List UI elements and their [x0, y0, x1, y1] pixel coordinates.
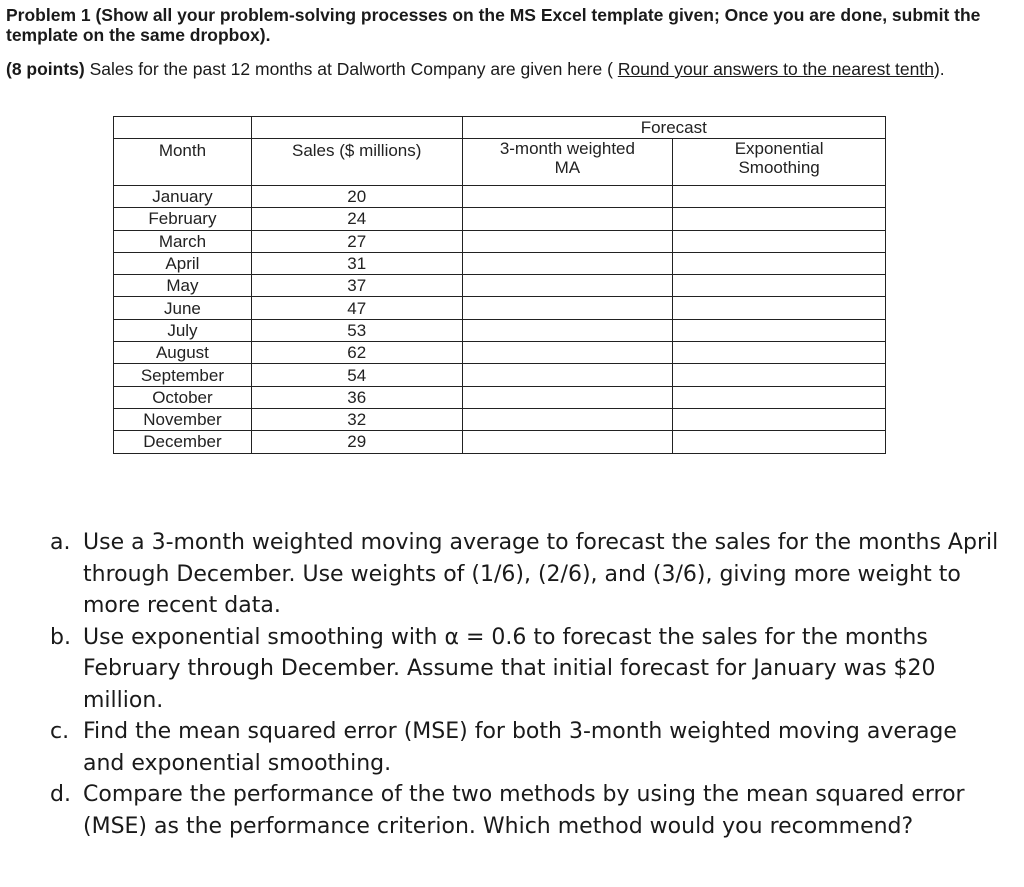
sales-cell: 37	[251, 275, 462, 297]
month-cell: September	[114, 364, 252, 386]
blank-header-cell	[251, 117, 462, 139]
month-cell: November	[114, 408, 252, 430]
question-list	[50, 527, 1000, 842]
wma-forecast-cell	[462, 230, 673, 252]
month-cell: December	[114, 431, 252, 453]
question-text: Use exponential smoothing with α = 0.6 to forecast the sales for the months February through December. Assume that initial forecast for January was $20 million.	[83, 624, 936, 713]
question-text: Compare the performance of the two methods by using the mean squared error (MSE) as the performance criterion. Which method would you recommend?	[83, 782, 965, 839]
statement-text: Sales for the past 12 months at Dalworth Company are given here (	[84, 59, 618, 79]
exp-forecast-cell	[673, 208, 886, 230]
wma-header-line1: 3-month weighted	[499, 139, 635, 158]
month-column-header: Month	[114, 139, 252, 186]
wma-forecast-cell	[462, 208, 673, 230]
table-row	[114, 386, 886, 408]
question-item	[50, 716, 1000, 779]
table-row	[114, 252, 886, 274]
month-cell: August	[114, 342, 252, 364]
month-cell: March	[114, 230, 252, 252]
wma-forecast-cell	[462, 342, 673, 364]
exp-header-line2: Smoothing	[738, 158, 820, 177]
question-text: Find the mean squared error (MSE) for both 3-month weighted moving average and exponential smoothing.	[83, 719, 957, 776]
table-row	[114, 186, 886, 208]
question-letter: d.	[50, 782, 71, 807]
sales-cell: 62	[251, 342, 462, 364]
sales-cell: 54	[251, 364, 462, 386]
points-label: (8 points)	[6, 59, 85, 79]
table-row	[114, 275, 886, 297]
sales-cell: 36	[251, 386, 462, 408]
month-cell: October	[114, 386, 252, 408]
exp-forecast-cell	[673, 297, 886, 319]
exp-forecast-cell	[673, 408, 886, 430]
exp-forecast-cell	[673, 275, 886, 297]
table-row	[114, 342, 886, 364]
exp-forecast-cell	[673, 186, 886, 208]
exp-header-line1: Exponential	[734, 139, 824, 158]
wma-forecast-cell	[462, 275, 673, 297]
table-row	[114, 408, 886, 430]
wma-forecast-cell	[462, 319, 673, 341]
wma-forecast-cell	[462, 386, 673, 408]
table-row	[114, 297, 886, 319]
wma-forecast-cell	[462, 364, 673, 386]
question-letter: a.	[50, 530, 71, 555]
sales-cell: 27	[251, 230, 462, 252]
exp-forecast-cell	[673, 230, 886, 252]
exp-forecast-cell	[673, 252, 886, 274]
sales-table	[113, 116, 886, 454]
wma-forecast-cell	[462, 408, 673, 430]
problem-heading: Problem 1 (Show all your problem-solving processes on the MS Excel template given; Once you are done, submit the template on the same dropbox).	[6, 5, 981, 45]
question-letter: b.	[50, 624, 71, 650]
table-row	[114, 431, 886, 453]
month-cell: January	[114, 186, 252, 208]
month-cell: May	[114, 275, 252, 297]
month-cell: July	[114, 319, 252, 341]
table-row	[114, 319, 886, 341]
question-item	[50, 622, 1000, 717]
exp-forecast-cell	[673, 431, 886, 453]
exp-forecast-cell	[673, 342, 886, 364]
blank-header-cell	[114, 117, 252, 139]
wma-header-line2: MA	[554, 158, 581, 177]
month-cell: April	[114, 252, 252, 274]
sales-column-header: Sales ($ millions)	[251, 139, 462, 186]
rounding-note: Round your answers to the nearest tenth	[617, 59, 934, 79]
wma-column-header	[462, 139, 673, 186]
wma-forecast-cell	[462, 186, 673, 208]
wma-forecast-cell	[462, 252, 673, 274]
month-cell: June	[114, 297, 252, 319]
question-item	[50, 779, 1000, 842]
sales-cell: 24	[251, 208, 462, 230]
sales-cell: 29	[251, 431, 462, 453]
forecast-header: Forecast	[462, 117, 885, 139]
table-row	[114, 208, 886, 230]
wma-forecast-cell	[462, 431, 673, 453]
sales-cell: 53	[251, 319, 462, 341]
exp-forecast-cell	[673, 386, 886, 408]
exp-forecast-cell	[673, 364, 886, 386]
table-row	[114, 364, 886, 386]
question-letter: c.	[50, 719, 70, 744]
month-cell: February	[114, 208, 252, 230]
sales-cell: 32	[251, 408, 462, 430]
table-row	[114, 230, 886, 252]
exp-column-header	[673, 139, 886, 186]
problem-statement	[6, 59, 1006, 79]
sales-cell: 31	[251, 252, 462, 274]
statement-end: ).	[933, 59, 945, 79]
sales-cell: 20	[251, 186, 462, 208]
exp-forecast-cell	[673, 319, 886, 341]
question-item	[50, 527, 1000, 622]
wma-forecast-cell	[462, 297, 673, 319]
question-text: Use a 3-month weighted moving average to forecast the sales for the months April through December. Use weights of (1/6), (2/6), and (3/6), giving more weight to more recent data.	[83, 530, 999, 618]
sales-cell: 47	[251, 297, 462, 319]
